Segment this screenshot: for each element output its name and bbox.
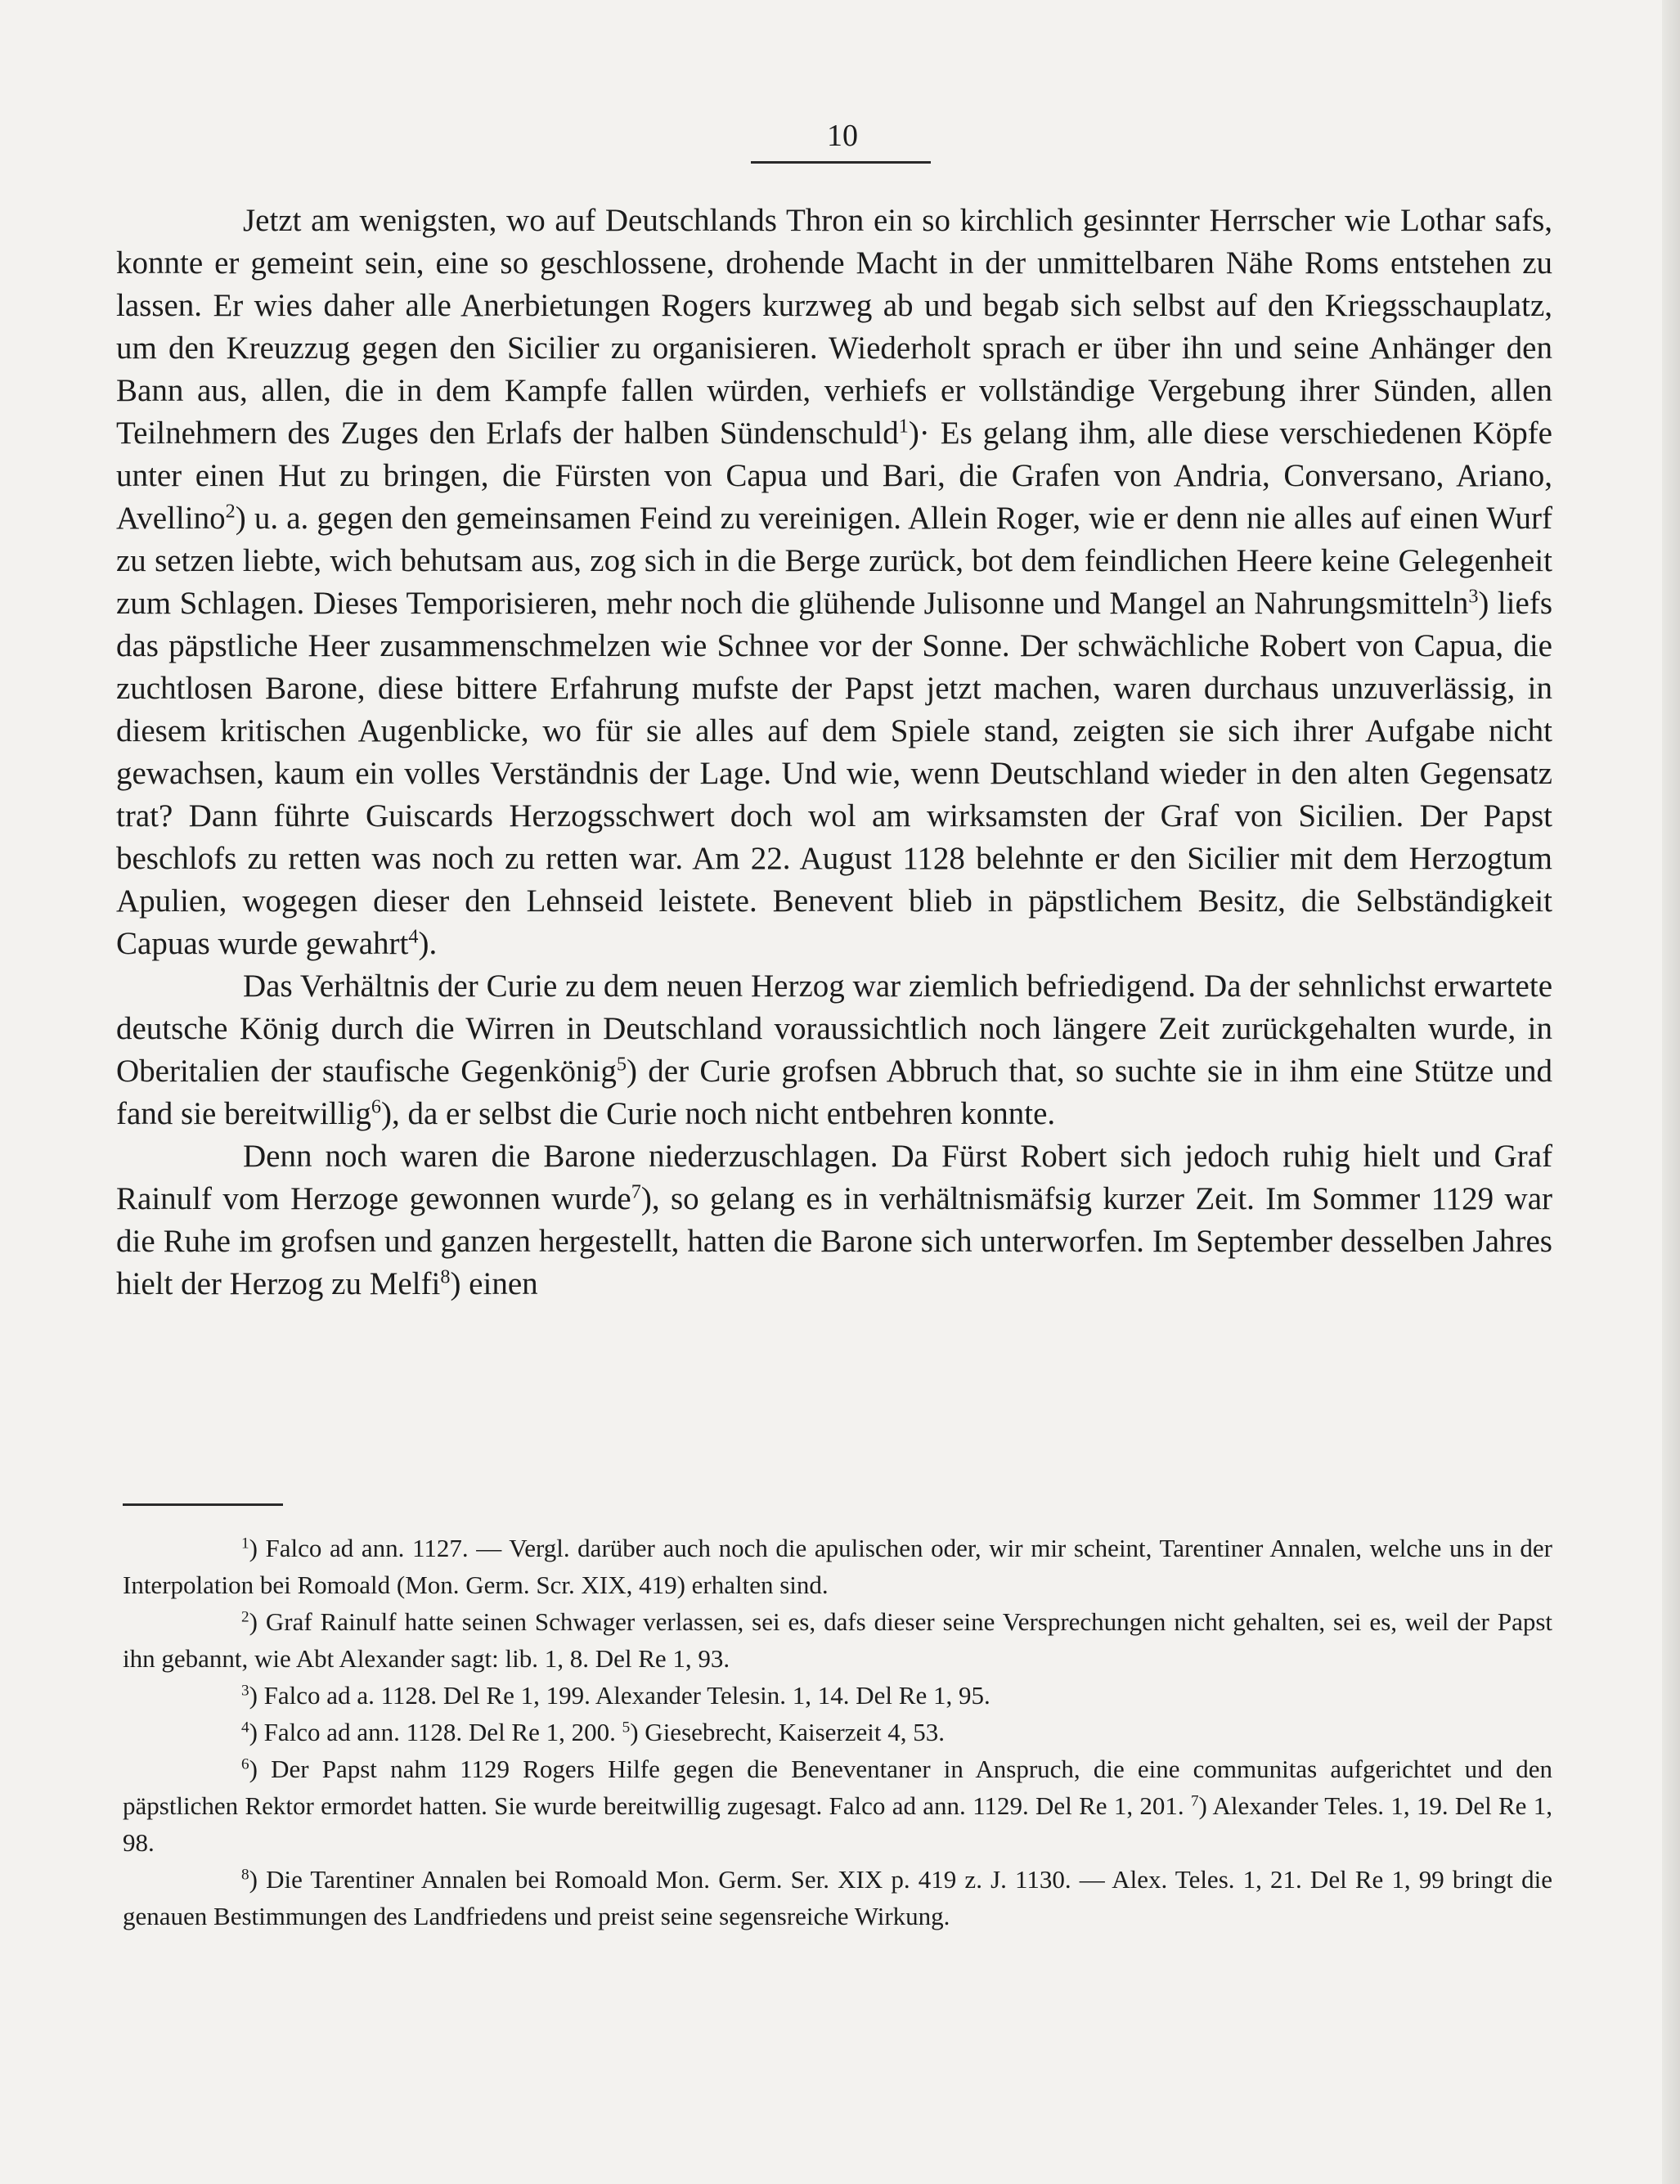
text-run: ), da er selbst die Curie noch nicht entbehren konnte. bbox=[381, 1096, 1056, 1131]
page-edge bbox=[1662, 0, 1680, 2184]
text-run: ), so gelang es in verhältnismäfsig kurzer Zeit. Im Sommer 1129 war die Ruhe im grofsen und ganzen hergestellt, hatten die Barone sich unterworfen. Im September desselben Jahres hielt der Herzog zu Melfi bbox=[116, 1181, 1552, 1301]
text-run: ). bbox=[418, 926, 438, 961]
text-run: ) Die Tarentiner Annalen bei Romoald Mon. Germ. Ser. XIX p. 419 z. J. 1130. — Alex. Teles. 1, 21. Del Re 1, 99 bringt die genauen Bestimmungen des Landfriedens und preist seine segensreiche Wirkung. bbox=[123, 1865, 1552, 1930]
footnote-marker: 1 bbox=[241, 1535, 249, 1553]
text-run: Denn noch waren die Barone niederzuschlagen. Da Fürst Robert sich jedoch ruhig hielt und Graf Rainulf vom Herzoge gewonnen wurde bbox=[116, 1139, 1552, 1216]
header-rule bbox=[751, 161, 931, 164]
footnote-marker: 8 bbox=[440, 1265, 451, 1288]
footnote-rule bbox=[123, 1503, 283, 1506]
text-run: )· Es gelang ihm, alle diese verschiedenen Köpfe unter einen Hut zu bringen, die Fürsten von Capua und Bari, die Grafen von Andria, Conversano, Ariano, Avellino bbox=[116, 416, 1552, 536]
footnote-marker: 6 bbox=[241, 1755, 249, 1773]
footnote-marker: 6 bbox=[371, 1095, 381, 1118]
footnotes bbox=[123, 1530, 1552, 1935]
footnote-marker: 5 bbox=[616, 1053, 627, 1076]
footnote bbox=[123, 1861, 1552, 1935]
text-run: ) u. a. gegen den gemeinsamen Feind zu vereinigen. Allein Roger, wie er denn nie alles auf einen Wurf zu setzen liebte, wich behutsam aus, zog sich in die Berge zurück, bot dem feindlichen Heere keine Gelegenheit zum Schlagen. Dieses Temporisieren, mehr noch die glühende Julisonne und Mangel an Nahrungsmitteln bbox=[116, 501, 1552, 621]
body-text bbox=[116, 200, 1552, 1305]
text-run: Jetzt am wenigsten, wo auf Deutschlands Thron ein so kirchlich gesinnter Herrscher wie Lothar safs, konnte er gemeint sein, eine so geschlossene, drohende Macht in der unmittelbaren Nähe Roms entstehen zu lassen. Er wies daher alle Anerbietungen Rogers kurzweg ab und begab sich selbst auf den Kriegsschauplatz, um den Kreuzzug gegen den Sicilier zu organisieren. Wiederholt sprach er über ihn und seine Anhänger den Bann aus, allen, die in dem Kampfe fallen würden, verhiefs er vollständige Vergebung ihrer Sünden, allen Teilnehmern des Zuges den Erlafs der halben Sündenschuld bbox=[116, 203, 1552, 451]
footnote-marker: 2 bbox=[241, 1608, 249, 1626]
footnote bbox=[123, 1750, 1552, 1861]
footnote-marker: 8 bbox=[241, 1866, 249, 1884]
text-run: ) Der Papst nahm 1129 Rogers Hilfe gegen die Beneventaner in Anspruch, die eine communitas aufgerichtet und den päpstlichen Rektor ermordet hatten. Sie wurde bereitwillig zugesagt. Falco ad ann. 1129. Del Re 1, 201. bbox=[123, 1755, 1552, 1820]
footnote-marker: 5 bbox=[622, 1719, 631, 1737]
footnote-marker: 4 bbox=[241, 1719, 249, 1737]
footnote-marker: 7 bbox=[1190, 1792, 1199, 1810]
text-run: ) Falco ad a. 1128. Del Re 1, 199. Alexander Telesin. 1, 14. Del Re 1, 95. bbox=[249, 1681, 990, 1710]
text-run: ) Alexander Teles. 1, 19. Del Re 1, 98. bbox=[123, 1791, 1552, 1857]
text-run: ) liefs das päpstliche Heer zusammenschmelzen wie Schnee vor der Sonne. Der schwächliche Robert von Capua, die zuchtlosen Barone, diese bittere Erfahrung mufste der Papst jetzt machen, waren durchaus unzuverlässig, in diesem kritischen Augenblicke, wo für sie alles auf dem Spiele stand, zeigten sie sich ihrer Aufgabe nicht gewachsen, kaum ein volles Verständnis der Lage. Und wie, wenn Deutschland wieder in den alten Gegensatz trat? Dann führte Guiscards Herzogsschwert doch wol am wirksamsten der Graf von Sicilien. Der Papst beschlofs zu retten was noch zu retten war. Am 22. August 1128 belehnte er den Sicilier mit dem Herzogtum Apulien, wogegen dieser den Lehnseid leistete. Benevent blieb in päpstlichem Besitz, die Selbständigkeit Capuas wurde gewahrt bbox=[116, 586, 1552, 961]
text-run: ) einen bbox=[450, 1266, 538, 1301]
text-run: ) Graf Rainulf hatte seinen Schwager verlassen, sei es, dafs dieser seine Versprechungen nicht gehalten, sei es, weil der Papst ihn gebannt, wie Abt Alexander sagt: lib. 1, 8. Del Re 1, 93. bbox=[123, 1607, 1552, 1673]
footnote bbox=[123, 1603, 1552, 1677]
paragraph bbox=[116, 200, 1552, 965]
footnote-marker: 2 bbox=[225, 500, 236, 523]
text-run: ) der Curie grofsen Abbruch that, so suchte sie in ihm eine Stütze und fand sie bereitwillig bbox=[116, 1054, 1552, 1131]
footnote bbox=[123, 1530, 1552, 1603]
text-run: ) Falco ad ann. 1127. — Vergl. darüber auch noch die apulischen oder, wir mir scheint, Tarentiner Annalen, welche uns in der Interpolation bei Romoald (Mon. Germ. Scr. XIX, 419) erhalten sind. bbox=[123, 1534, 1552, 1599]
footnote-marker: 3 bbox=[241, 1682, 249, 1700]
paragraph bbox=[116, 965, 1552, 1135]
text-run: Das Verhältnis der Curie zu dem neuen Herzog war ziemlich befriedigend. Da der sehnlichst erwartete deutsche König durch die Wirren in Deutschland voraussichtlich noch längere Zeit zurückgehalten wurde, in Oberitalien der staufische Gegenkönig bbox=[116, 968, 1552, 1089]
footnote-marker: 7 bbox=[631, 1180, 641, 1203]
text-run: ) Falco ad ann. 1128. Del Re 1, 200. bbox=[249, 1718, 622, 1746]
footnote bbox=[123, 1677, 1552, 1714]
footnote-marker: 1 bbox=[898, 415, 909, 438]
footnote-marker: 3 bbox=[1468, 585, 1479, 608]
footnote-marker: 4 bbox=[408, 925, 419, 948]
paragraph bbox=[116, 1135, 1552, 1305]
page-number: 10 bbox=[827, 119, 858, 153]
footnote bbox=[123, 1714, 1552, 1750]
text-run: ) Giesebrecht, Kaiserzeit 4, 53. bbox=[630, 1718, 945, 1746]
